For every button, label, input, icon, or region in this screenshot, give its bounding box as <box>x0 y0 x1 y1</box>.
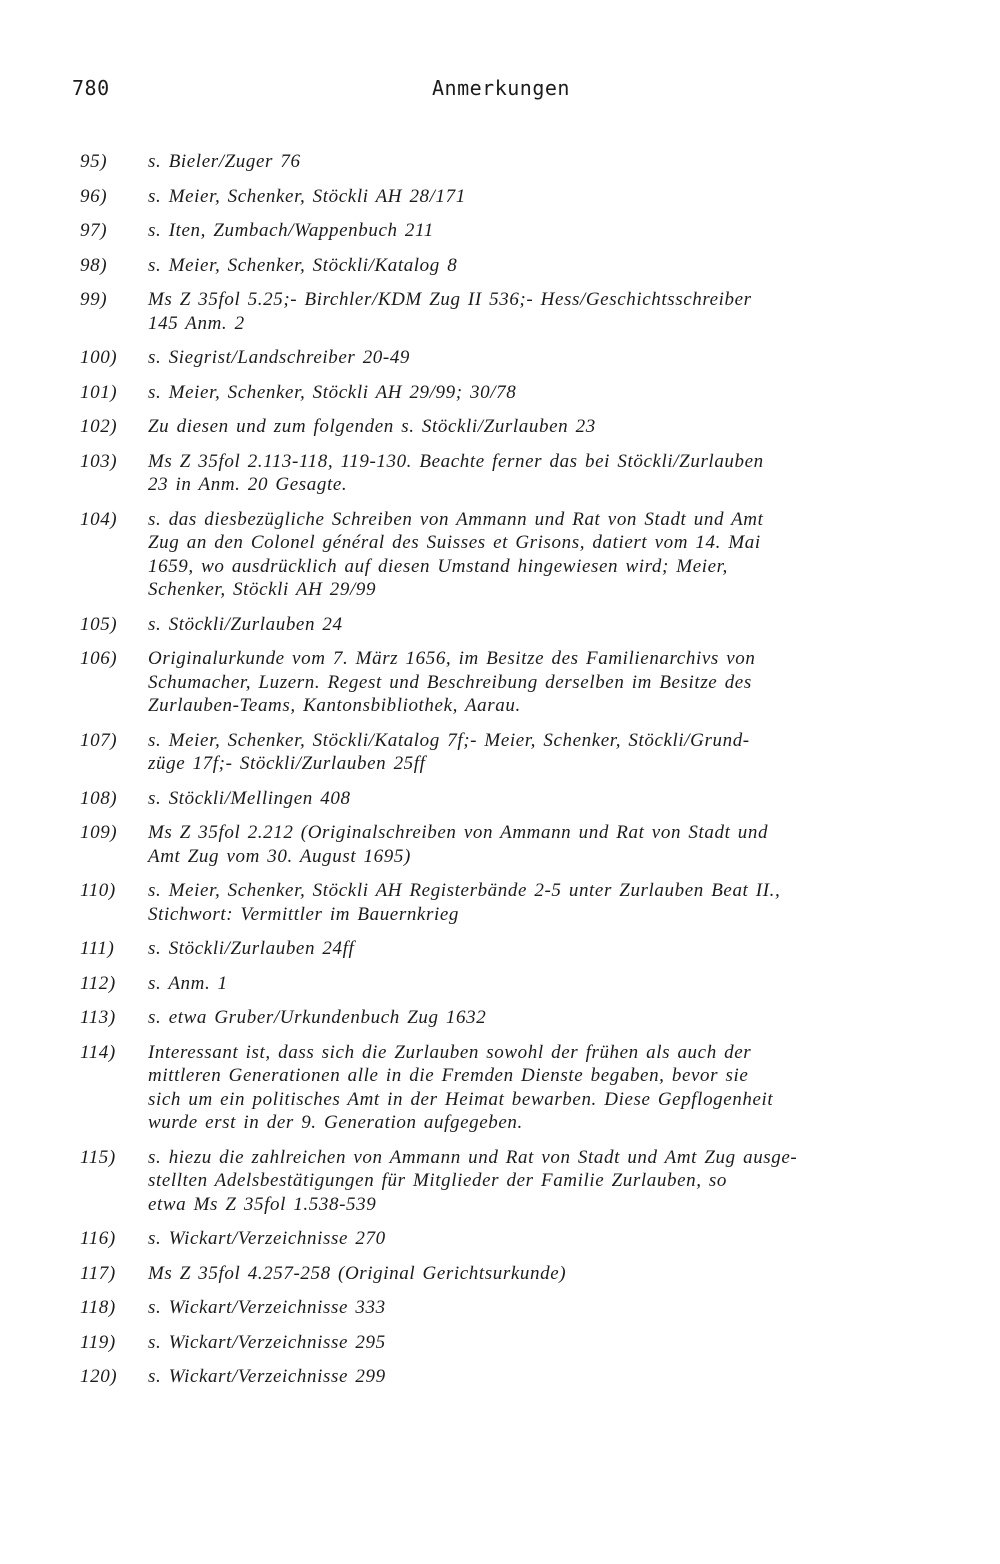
footnote-text: s. Wickart/Verzeichnisse 270 <box>148 1228 386 1249</box>
footnote <box>80 879 960 926</box>
footnote-number: 118) <box>80 1297 116 1318</box>
footnote-text: s. Meier, Schenker, Stöckli/Katalog 7f;- Meier, Schenker, Stöckli/Grund- züge 17f;- Stöckli/Zurlauben 25ff <box>148 729 750 774</box>
footnote-list <box>80 150 960 1400</box>
footnote-text: Ms Z 35fol 4.257-258 (Original Gerichtsurkunde) <box>148 1262 567 1284</box>
page-number: 780 <box>72 76 110 100</box>
footnote-number: 109) <box>80 822 118 843</box>
footnote <box>80 288 960 335</box>
footnote-text: s. das diesbezügliche Schreiben von Ammann und Rat von Stadt und Amt Zug an den Colonel général des Suisses et Grisons, datiert vom 14. Mai 1659, wo ausdrücklich auf diesen Umstand hingewiesen wird; Meier, Schenker, Stöckli AH 29/99 <box>148 508 764 600</box>
footnote-number: 95) <box>80 151 108 172</box>
footnote <box>80 1331 960 1355</box>
footnote-number: 105) <box>80 613 118 635</box>
footnote-number: 111) <box>80 938 115 959</box>
footnote-number: 115) <box>80 1146 116 1168</box>
footnote <box>80 450 960 497</box>
footnote-number: 114) <box>80 1041 116 1063</box>
footnote <box>80 415 960 439</box>
footnote <box>80 647 960 718</box>
footnote <box>80 1006 960 1030</box>
footnote-number: 107) <box>80 729 118 751</box>
footnote-number: 102) <box>80 416 118 437</box>
footnote <box>80 613 960 637</box>
footnote-text: s. hiezu die zahlreichen von Ammann und Rat von Stadt und Amt Zug ausge- stellten Adelsbestätigungen für Mitglieder der Familie Zurlauben, so etwa Ms Z 35fol 1.538-539 <box>148 1146 798 1215</box>
footnote-number: 112) <box>80 972 116 994</box>
footnote <box>80 729 960 776</box>
footnote-text: Ms Z 35fol 5.25;- Birchler/KDM Zug II 536;- Hess/Geschichtsschreiber 145 Anm. 2 <box>148 289 752 334</box>
footnote-text: s. Anm. 1 <box>148 972 228 994</box>
footnote-number: 101) <box>80 381 118 403</box>
footnote-number: 108) <box>80 787 118 809</box>
footnote-number: 103) <box>80 450 118 472</box>
footnote-text: s. Meier, Schenker, Stöckli AH Registerbände 2-5 unter Zurlauben Beat II., Stichwort: Vermittler im Bauernkrieg <box>148 880 781 925</box>
footnote-text: s. Wickart/Verzeichnisse 333 <box>148 1297 386 1318</box>
footnote-text: s. Meier, Schenker, Stöckli AH 28/171 <box>148 185 466 207</box>
footnote-number: 104) <box>80 508 118 530</box>
footnote-number: 116) <box>80 1228 116 1249</box>
footnote-text: s. Meier, Schenker, Stöckli AH 29/99; 30/78 <box>148 381 517 403</box>
footnote-text: s. Iten, Zumbach/Wappenbuch 211 <box>148 220 434 241</box>
footnote-number: 113) <box>80 1007 116 1028</box>
page-header <box>72 76 932 100</box>
footnote-text: Originalurkunde vom 7. März 1656, im Besitze des Familienarchivs von Schumacher, Luzern. Regest und Beschreibung derselben im Besitze des Zurlauben-Teams, Kantonsbibliothek, Aarau. <box>148 648 756 716</box>
footnote-text: s. Bieler/Zuger 76 <box>148 151 301 172</box>
footnote-number: 97) <box>80 220 108 241</box>
footnote <box>80 937 960 961</box>
footnote-text: s. Wickart/Verzeichnisse 295 <box>148 1331 386 1353</box>
footnote <box>80 821 960 868</box>
footnote <box>80 254 960 278</box>
footnote-number: 98) <box>80 254 108 276</box>
footnote-number: 110) <box>80 880 116 901</box>
footnote <box>80 150 960 174</box>
footnote <box>80 1262 960 1286</box>
footnote <box>80 1365 960 1389</box>
footnote-number: 117) <box>80 1262 116 1284</box>
footnote-number: 100) <box>80 347 118 368</box>
footnote-number: 99) <box>80 289 108 310</box>
footnote-text: s. Siegrist/Landschreiber 20-49 <box>148 347 411 368</box>
footnote-number: 120) <box>80 1366 118 1387</box>
footnote-number: 106) <box>80 648 118 669</box>
footnote-text: Ms Z 35fol 2.212 (Originalschreiben von Ammann und Rat von Stadt und Amt Zug vom 30. August 1695) <box>148 822 769 867</box>
footnote-text: s. Wickart/Verzeichnisse 299 <box>148 1366 386 1387</box>
footnote-number: 119) <box>80 1331 116 1353</box>
footnote <box>80 972 960 996</box>
footnote-text: s. Stöckli/Zurlauben 24ff <box>148 938 355 959</box>
footnote-text: s. Stöckli/Mellingen 408 <box>148 787 351 809</box>
footnote <box>80 219 960 243</box>
footnote-number: 96) <box>80 185 108 207</box>
footnote <box>80 787 960 811</box>
footnote <box>80 1146 960 1217</box>
footnote-text: s. Stöckli/Zurlauben 24 <box>148 613 343 635</box>
footnote <box>80 185 960 209</box>
footnote-text: Interessant ist, dass sich die Zurlauben sowohl der frühen als auch der mittleren Generationen alle in die Fremden Dienste begaben, bevor sie sich um ein politisches Amt in der Heimat bewarben. Diese Gepflogenheit wurde erst in der 9. Generation aufgegeben. <box>148 1041 774 1133</box>
page-title: Anmerkungen <box>432 76 570 100</box>
footnote <box>80 381 960 405</box>
footnote <box>80 346 960 370</box>
footnote <box>80 1041 960 1135</box>
footnote-text: Zu diesen und zum folgenden s. Stöckli/Zurlauben 23 <box>148 416 596 437</box>
footnote <box>80 1227 960 1251</box>
footnote <box>80 508 960 602</box>
footnote <box>80 1296 960 1320</box>
footnote-text: s. Meier, Schenker, Stöckli/Katalog 8 <box>148 254 458 276</box>
footnote-text: s. etwa Gruber/Urkundenbuch Zug 1632 <box>148 1007 487 1028</box>
footnote-text: Ms Z 35fol 2.113-118, 119-130. Beachte ferner das bei Stöckli/Zurlauben 23 in Anm. 20 Gesagte. <box>148 450 764 495</box>
